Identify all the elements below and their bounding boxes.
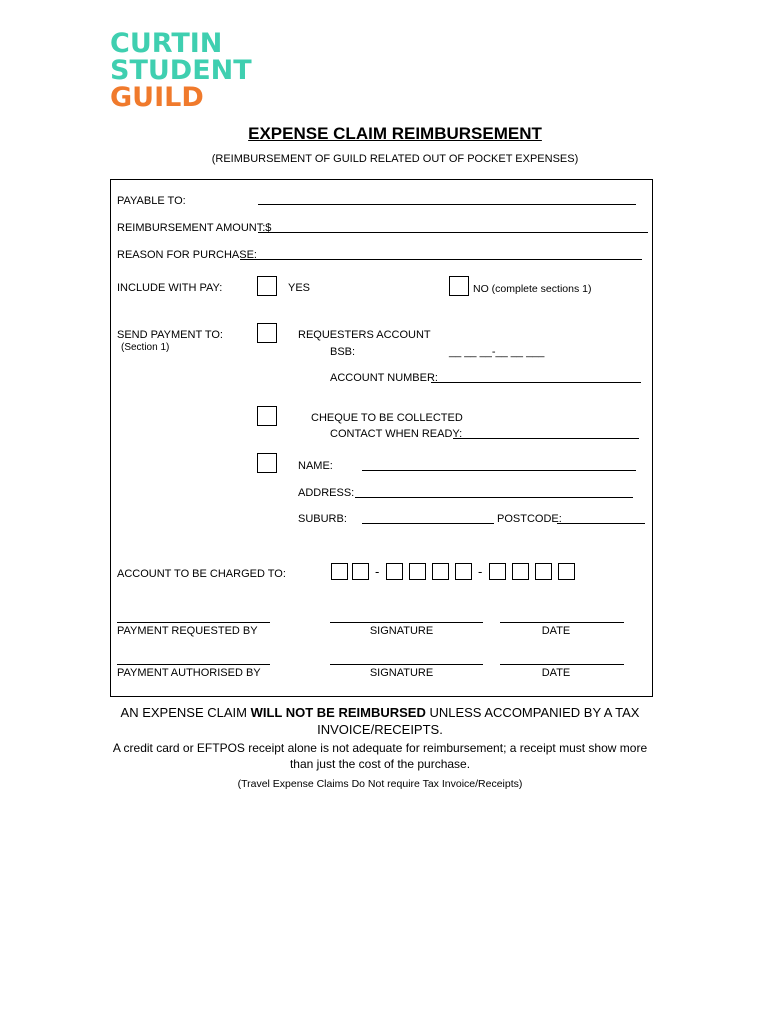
mail-address-checkbox[interactable]	[257, 453, 277, 473]
payable-to-field[interactable]	[258, 204, 636, 205]
requesters-account-label: REQUESTERS ACCOUNT	[298, 329, 431, 341]
name-label: NAME:	[298, 460, 333, 472]
account-digit-1[interactable]	[331, 563, 348, 580]
payment-authorised-by-label: PAYMENT AUTHORISED BY	[117, 667, 261, 679]
address-field[interactable]	[355, 497, 633, 498]
account-digit-10[interactable]	[558, 563, 575, 580]
logo-line-2: STUDENT	[110, 55, 252, 86]
yes-checkbox[interactable]	[257, 276, 277, 296]
authorised-signature-field[interactable]	[330, 664, 483, 665]
reimbursement-amount-field[interactable]	[258, 232, 648, 233]
cheque-label: CHEQUE TO BE COLLECTED	[311, 412, 463, 424]
warning-text-a: AN EXPENSE CLAIM	[120, 705, 251, 720]
no-label: NO (complete sections 1)	[473, 283, 592, 295]
account-digit-7[interactable]	[489, 563, 506, 580]
suburb-label: SUBURB:	[298, 513, 347, 525]
travel-expense-note: (Travel Expense Claims Do Not require Tax Invoice/Receipts)	[237, 778, 523, 790]
bsb-field[interactable]: __ __ __-__ __ ___	[449, 346, 545, 358]
account-number-label: ACCOUNT NUMBER:	[330, 372, 438, 384]
payment-requested-by-label: PAYMENT REQUESTED BY	[117, 625, 258, 637]
yes-label: YES	[288, 282, 311, 294]
account-number-field[interactable]	[431, 382, 641, 383]
authorised-signature-label: SIGNATURE	[369, 667, 434, 679]
account-digit-3[interactable]	[386, 563, 403, 580]
warning-text-c: UNLESS ACCOMPANIED BY A TAX INVOICE/RECEIPTS.	[317, 705, 640, 737]
account-digit-2[interactable]	[352, 563, 369, 580]
form-title: EXPENSE CLAIM REIMBURSEMENT	[248, 124, 542, 143]
reimbursement-amount-label: REIMBURSEMENT AMOUNT:$	[117, 222, 272, 234]
receipt-requirement-note: A credit card or EFTPOS receipt alone is not adequate for reimbursement; a receipt must show more than just the cost of the purchase.	[112, 741, 648, 771]
postcode-field[interactable]	[557, 523, 645, 524]
requested-date-field[interactable]	[500, 622, 624, 623]
payable-to-label: PAYABLE TO:	[117, 195, 186, 207]
account-digit-9[interactable]	[535, 563, 552, 580]
logo-line-3: GUILD	[110, 82, 204, 113]
section-1-note: (Section 1)	[121, 342, 170, 353]
account-dash-1: -	[375, 564, 380, 579]
account-digit-4[interactable]	[409, 563, 426, 580]
reason-label: REASON FOR PURCHASE:	[117, 249, 257, 261]
account-digit-8[interactable]	[512, 563, 529, 580]
name-field[interactable]	[362, 470, 636, 471]
payment-requested-by-field[interactable]	[117, 622, 270, 623]
logo-line-1: CURTIN	[110, 28, 223, 59]
contact-when-ready-label: CONTACT WHEN READY:	[330, 428, 463, 440]
requested-signature-label: SIGNATURE	[369, 625, 434, 637]
account-charged-label: ACCOUNT TO BE CHARGED TO:	[117, 568, 286, 580]
postcode-label: POSTCODE:	[497, 513, 562, 525]
send-payment-to-label: SEND PAYMENT TO:	[117, 329, 223, 341]
address-label: ADDRESS:	[298, 487, 355, 499]
contact-when-ready-field[interactable]	[453, 438, 639, 439]
bsb-label: BSB:	[330, 346, 356, 358]
suburb-field[interactable]	[362, 523, 494, 524]
include-with-pay-label: INCLUDE WITH PAY:	[117, 282, 223, 294]
account-dash-2: -	[478, 564, 483, 579]
no-checkbox[interactable]	[449, 276, 469, 296]
requested-date-label: DATE	[541, 625, 571, 637]
authorised-date-label: DATE	[541, 667, 571, 679]
requesters-account-checkbox[interactable]	[257, 323, 277, 343]
reimbursement-warning	[110, 704, 650, 738]
account-digit-5[interactable]	[432, 563, 449, 580]
account-digit-6[interactable]	[455, 563, 472, 580]
payment-authorised-by-field[interactable]	[117, 664, 270, 665]
cheque-checkbox[interactable]	[257, 406, 277, 426]
reason-field[interactable]	[240, 259, 642, 260]
form-subtitle: (REIMBURSEMENT OF GUILD RELATED OUT OF POCKET EXPENSES)	[211, 153, 579, 165]
authorised-date-field[interactable]	[500, 664, 624, 665]
warning-text-bold: WILL NOT BE REIMBURSED	[250, 705, 426, 720]
curtin-student-guild-logo	[110, 30, 252, 111]
requested-signature-field[interactable]	[330, 622, 483, 623]
